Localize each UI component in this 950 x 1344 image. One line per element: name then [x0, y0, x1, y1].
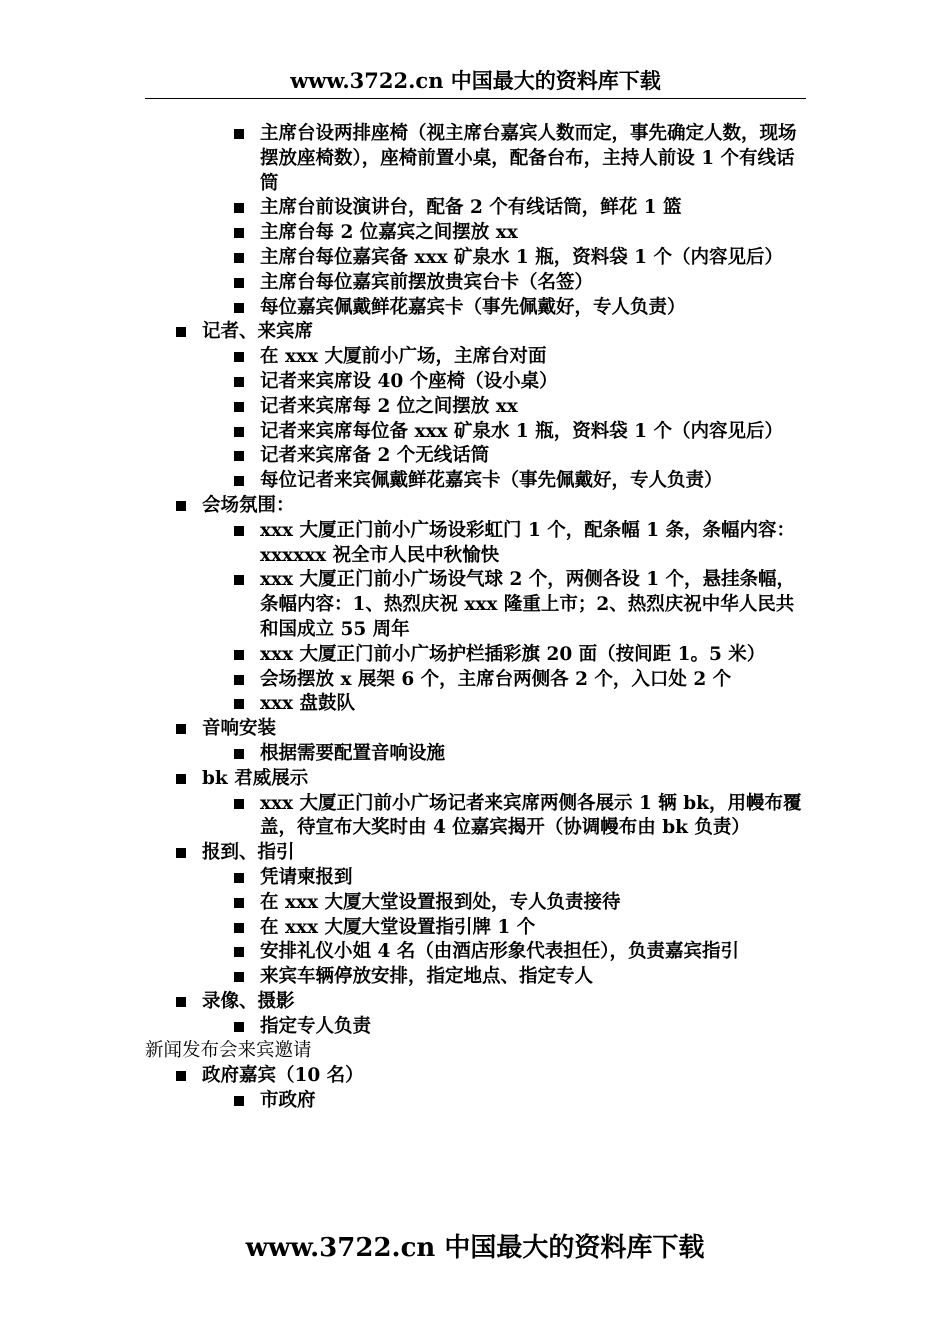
- square-bullet-icon: [234, 1015, 248, 1040]
- square-bullet-icon: [234, 122, 248, 147]
- list-item-text: 来宾车辆停放安排，指定地点、指定专人: [260, 966, 594, 988]
- sub-list-item: [0, 246, 950, 271]
- list-item-text: 在 xxx 大厦前小广场，主席台对面: [260, 346, 547, 368]
- sub-list-item: [0, 271, 950, 296]
- sub-list-item: [0, 792, 950, 842]
- square-bullet-icon: [234, 271, 248, 296]
- square-bullet-icon: [234, 519, 248, 544]
- square-bullet-icon: [176, 990, 190, 1015]
- list-item-text: 凭请柬报到: [260, 866, 353, 888]
- list-item-text: 录像、摄影: [202, 990, 295, 1012]
- sub-list-item: [0, 866, 950, 891]
- sub-list-item: [0, 395, 950, 420]
- square-bullet-icon: [234, 940, 248, 965]
- list-item-text: xxx 大厦正门前小广场护栏插彩旗 20 面（按间距 1。5 米）: [260, 643, 766, 665]
- square-bullet-icon: [176, 494, 190, 519]
- list-item-text: 会场摆放 x 展架 6 个，主席台两侧各 2 个，入口处 2 个: [260, 668, 732, 690]
- square-bullet-icon: [234, 196, 248, 221]
- square-bullet-icon: [234, 568, 248, 593]
- square-bullet-icon: [234, 296, 248, 321]
- list-item-text: 在 xxx 大厦大堂设置指引牌 1 个: [260, 916, 536, 938]
- list-item-text: 主席台每位嘉宾前摆放贵宾台卡（名签）: [260, 271, 594, 293]
- sub-list-item: [0, 444, 950, 469]
- sub-list-item: [0, 122, 950, 196]
- square-bullet-icon: [234, 469, 248, 494]
- sub-list-item: [0, 916, 950, 941]
- list-item-text: 记者来宾席设 40 个座椅（设小桌）: [260, 370, 558, 392]
- square-bullet-icon: [234, 916, 248, 941]
- sub-list-item: [0, 742, 950, 767]
- sub-list-item: [0, 196, 950, 221]
- sub-list-item: [0, 296, 950, 321]
- list-item: [0, 717, 950, 742]
- square-bullet-icon: [234, 345, 248, 370]
- page-header: www.3722.cn 中国最大的资料库下载: [145, 66, 806, 99]
- list-item-text: 主席台每 2 位嘉宾之间摆放 xx: [260, 222, 518, 244]
- list-item-text: 记者来宾席备 2 个无线话筒: [260, 445, 490, 467]
- sub-list-item: [0, 519, 950, 569]
- sub-list-item: [0, 469, 950, 494]
- sub-list-item: [0, 643, 950, 668]
- list-item-text: 主席台前设演讲台，配备 2 个有线话筒，鲜花 1 篮: [260, 197, 682, 219]
- square-bullet-icon: [234, 444, 248, 469]
- section-heading: 新闻发布会来宾邀请: [145, 1040, 312, 1062]
- sub-list-item: [0, 345, 950, 370]
- list-item-text: 根据需要配置音响设施: [260, 742, 446, 764]
- sub-list-item: [0, 668, 950, 693]
- square-bullet-icon: [176, 767, 190, 792]
- list-item: [0, 494, 950, 519]
- square-bullet-icon: [176, 717, 190, 742]
- sub-list-item: [0, 965, 950, 990]
- list-item-text: 主席台每位嘉宾备 xxx 矿泉水 1 瓶，资料袋 1 个（内容见后）: [260, 246, 783, 268]
- square-bullet-icon: [234, 395, 248, 420]
- square-bullet-icon: [234, 742, 248, 767]
- list-item-text: 主席台设两排座椅（视主席台嘉宾人数而定，事先确定人数，现场摆放座椅数），座椅前置小桌，配备台布，主持人前设 1 个有线话筒: [260, 123, 797, 194]
- list-item-text: 记者来宾席每位备 xxx 矿泉水 1 瓶，资料袋 1 个（内容见后）: [260, 420, 783, 442]
- square-bullet-icon: [234, 643, 248, 668]
- list-item-text: 市政府: [260, 1090, 316, 1112]
- list-item-text: 记者来宾席每 2 位之间摆放 xx: [260, 395, 518, 417]
- list-item-text: 音响安装: [202, 718, 277, 740]
- sub-list-item: [0, 568, 950, 642]
- list-item: [0, 320, 950, 345]
- list-item-text: xxx 盘鼓队: [260, 693, 356, 715]
- square-bullet-icon: [234, 246, 248, 271]
- square-bullet-icon: [176, 1064, 190, 1089]
- list-item-text: 会场氛围：: [202, 494, 295, 516]
- sub-list-item: [0, 1089, 950, 1114]
- list-item-text: 安排礼仪小姐 4 名（由酒店形象代表担任），负责嘉宾指引: [260, 941, 740, 963]
- square-bullet-icon: [234, 965, 248, 990]
- square-bullet-icon: [176, 841, 190, 866]
- sub-list-item: [0, 692, 950, 717]
- square-bullet-icon: [234, 692, 248, 717]
- list-item-text: 记者、来宾席: [202, 321, 314, 343]
- square-bullet-icon: [234, 1089, 248, 1114]
- square-bullet-icon: [234, 221, 248, 246]
- list-item-text: 每位记者来宾佩戴鲜花嘉宾卡（事先佩戴好，专人负责）: [260, 470, 723, 492]
- list-item-text: xxx 大厦正门前小广场设彩虹门 1 个，配条幅 1 条，条幅内容：xxxxxx 祝全市人民中秋愉快: [260, 519, 796, 566]
- list-item: [0, 1064, 950, 1089]
- sub-list-item: [0, 420, 950, 445]
- square-bullet-icon: [234, 866, 248, 891]
- list-item-text: 每位嘉宾佩戴鲜花嘉宾卡（事先佩戴好，专人负责）: [260, 296, 686, 318]
- list-item-text: 报到、指引: [202, 842, 295, 864]
- square-bullet-icon: [234, 370, 248, 395]
- square-bullet-icon: [176, 320, 190, 345]
- list-item: [0, 841, 950, 866]
- list-item-text: xxx 大厦正门前小广场记者来宾席两侧各展示 1 辆 bk，用幔布覆盖，待宣布大奖时由 4 位嘉宾揭开（协调幔布由 bk 负责）: [260, 792, 802, 839]
- list-item: [0, 990, 950, 1015]
- square-bullet-icon: [234, 668, 248, 693]
- sub-list-item: [0, 370, 950, 395]
- sub-list-item: [0, 940, 950, 965]
- sub-list-item: [0, 221, 950, 246]
- list-item: [0, 767, 950, 792]
- square-bullet-icon: [234, 792, 248, 817]
- list-item-text: 指定专人负责: [260, 1015, 372, 1037]
- sub-list-item: [0, 891, 950, 916]
- sub-list-item: [0, 1015, 950, 1040]
- list-item-text: 在 xxx 大厦大堂设置报到处，专人负责接待: [260, 891, 621, 913]
- list-item-text: xxx 大厦正门前小广场设气球 2 个，两侧各设 1 个，悬挂条幅，条幅内容：1、热烈庆祝 xxx 隆重上市；2、热烈庆祝中华人民共和国成立 55 周年: [260, 569, 796, 640]
- square-bullet-icon: [234, 420, 248, 445]
- list-item-text: bk 君威展示: [202, 767, 309, 789]
- page-footer: www.3722.cn 中国最大的资料库下载: [245, 1233, 705, 1263]
- document-body: [0, 122, 950, 1114]
- list-item-text: 政府嘉宾（10 名）: [202, 1065, 364, 1087]
- square-bullet-icon: [234, 891, 248, 916]
